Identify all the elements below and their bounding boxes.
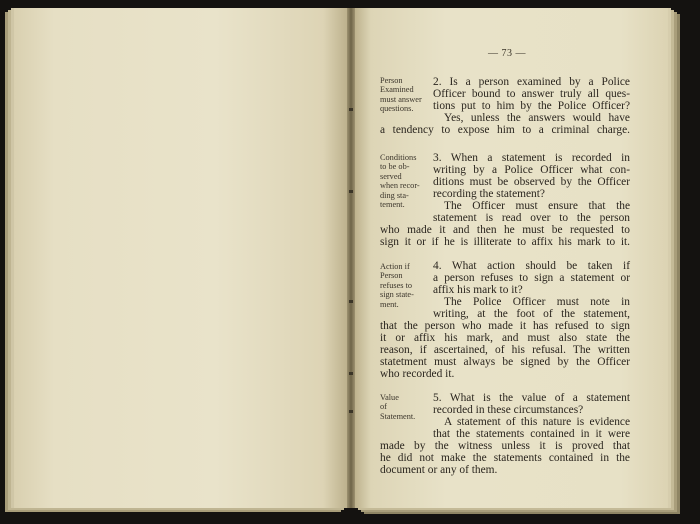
body-line: Yes, unless the answers would have — [444, 112, 630, 124]
margin-note-line: Value — [380, 393, 399, 402]
body-line: recorded in these circumstances? — [433, 404, 584, 416]
left-page-blank — [14, 8, 350, 508]
margin-note-line: Person — [380, 76, 403, 85]
body-line: writing by a Police Officer what con- — [433, 164, 630, 176]
body-line: recording the statement? — [433, 188, 545, 200]
margin-note-person-examined — [380, 76, 432, 114]
page-number: — 73 — — [488, 48, 526, 59]
body-line: a person refuses to sign a statement or — [433, 272, 630, 284]
margin-note-action-if-refuses — [380, 262, 432, 309]
body-line: The Officer must ensure that the — [444, 200, 630, 212]
body-line: The Police Officer must note in — [444, 296, 630, 308]
margin-note-line: Conditions — [380, 153, 417, 162]
body-line: it or affix his mark, and must also state the — [380, 332, 630, 344]
margin-note-line: Person — [380, 271, 403, 281]
margin-note-line: must answer — [380, 94, 422, 104]
margin-note-line: Action if — [380, 262, 410, 271]
margin-note-line: questions. — [380, 104, 414, 114]
binding-stitch — [349, 108, 353, 111]
body-line: Officer bound to answer truly all ques- — [433, 88, 630, 100]
margin-note-line: sign state- — [380, 290, 414, 300]
body-line: 3. When a statement is recorded in — [433, 152, 630, 164]
body-line: made by the witness unless it is proved that — [380, 440, 630, 452]
body-line: tions put to him by the Police Officer? — [433, 100, 630, 112]
margin-note-line: when recor- — [380, 181, 420, 191]
margin-note-line: tement. — [380, 200, 405, 210]
body-line: statement is read over to the person — [433, 212, 630, 224]
margin-note-line: Examined — [380, 85, 414, 95]
binding-stitch — [349, 300, 353, 303]
margin-note-conditions — [380, 153, 432, 209]
body-line: 2. Is a person examined by a Police — [433, 76, 630, 88]
margin-note-line: refuses to — [380, 280, 413, 290]
margin-note-line: ding sta- — [380, 190, 409, 200]
body-line: that the person who made it has refused to sign — [380, 320, 630, 332]
binding-stitch — [349, 410, 353, 413]
body-line: A statement of this nature is evidence — [444, 416, 630, 428]
margin-note-line: to be ob- — [380, 162, 410, 172]
body-line: that the statements contained in it were — [433, 428, 630, 440]
body-line: 5. What is the value of a statement — [433, 392, 630, 404]
body-line: document or any of them. — [380, 464, 498, 476]
body-line: statetment must always be signed by the Officer — [380, 356, 630, 368]
body-line: ditions must be observed by the Officer — [433, 176, 630, 188]
book-gutter — [347, 8, 355, 508]
margin-note-line: served — [380, 171, 402, 181]
body-line: who made it and then he must be requested to — [380, 224, 630, 236]
margin-note-value-of-statement — [380, 393, 432, 421]
body-line: he did not make the statements contained in the — [380, 452, 630, 464]
body-line: who recorded it. — [380, 368, 455, 380]
body-line: affix his mark to it? — [433, 284, 523, 296]
binding-stitch — [349, 190, 353, 193]
body-line: sign it or if he is illiterate to affix his mark to it. — [380, 236, 630, 248]
margin-note-line: ment. — [380, 299, 399, 309]
body-line: reason, if ascertained, of his refusal. The written — [380, 344, 630, 356]
margin-note-line: Statement. — [380, 411, 416, 421]
body-line: writing, at the foot of the statement, — [433, 308, 630, 320]
binding-stitch — [349, 372, 353, 375]
body-line: 4. What action should be taken if — [433, 260, 630, 272]
body-line: a tendency to expose him to a criminal charge. — [380, 124, 630, 136]
margin-note-line: of — [380, 402, 387, 412]
